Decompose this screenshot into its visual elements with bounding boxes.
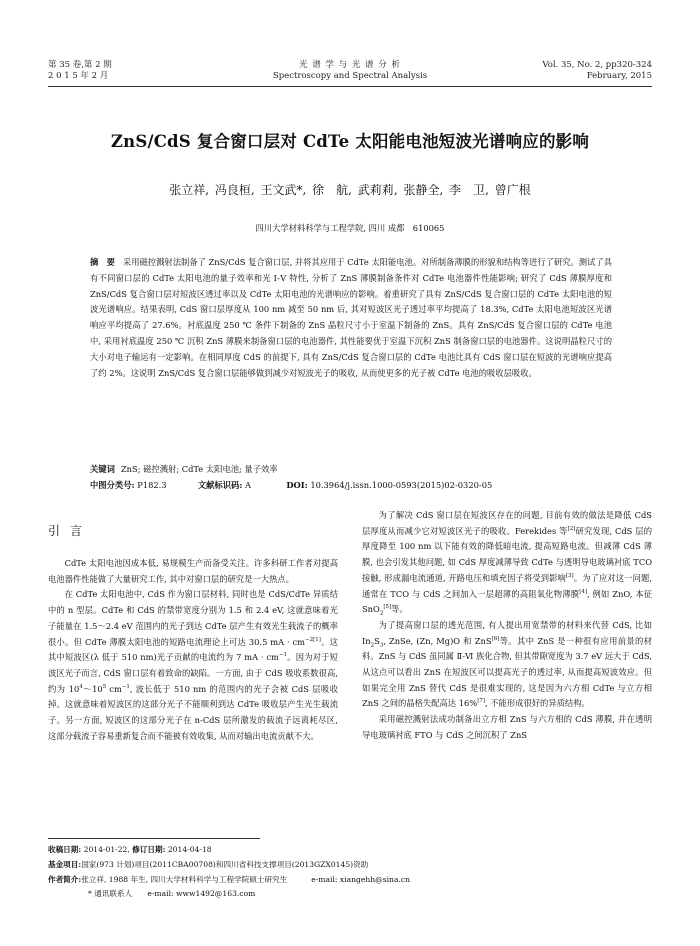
affiliation: 四川大学材料科学与工程学院, 四川 成都 610065 <box>255 223 445 233</box>
abstract <box>90 255 612 381</box>
keywords <box>90 462 612 477</box>
footnote-divider <box>48 838 260 839</box>
doi-value: 10.3964/j.issn.1000-0593(2015)02-0320-05 <box>310 480 493 490</box>
clc-value: P182.3 <box>137 480 167 490</box>
header-divider <box>48 86 652 87</box>
received-dates: 收稿日期: 2014-01-22, 修订日期: 2014-04-18 <box>48 845 212 854</box>
journal-name-en: Spectroscopy and Spectral Analysis <box>272 71 428 81</box>
intro-paragraph-4: 为了提高窗口层的透光范围, 有人提出用宽禁带的材料来代替 CdS, 比如 $In_2S_3$, ZnSe, (Zn, Mg)O 和 ZnS[6]等。其中 ZnS 是一种很有应用前景的材料。ZnS 与 CdS 虽同属 Ⅱ-Ⅵ 族化合物, 但其带隙宽度为 3.7 eV 远大于 CdS, 从这点可以看出 ZnS 在短波区可以提高光子的透过率, 从而提高短波效应。但如果完全用 ZnS 替代 CdS 是很难实现的, 这是因为六方相 CdTe 与立方相 ZnS 之间的晶格失配高达 16%[7], 不能形成很好的异质结构。 <box>362 619 652 709</box>
author-email: e-mail: xiangehh@sina.cn <box>311 874 411 884</box>
doc-code-value: A <box>245 480 252 490</box>
clc-label: 中图分类号: <box>90 480 135 490</box>
author-list: 张立祥, 冯良桓, 王文武*, 徐 航, 武莉莉, 张静全, 李 卫, 曾广根 <box>169 183 531 197</box>
month-year: February, 2015 <box>586 71 652 81</box>
intro-paragraph-1: CdTe 太阳电池因成本低, 易规模生产而备受关注。许多科研工作者对提高电池器件性能做了大量研究工作, 其中对窗口层的研究是一大热点。 <box>48 558 338 584</box>
doi-label: DOI: <box>286 480 308 490</box>
keywords-label: 关键词 <box>90 464 115 474</box>
journal-name-cn: 光 谱 学 与 光 谱 分 析 <box>299 60 401 70</box>
journal-volume-en <box>542 60 652 82</box>
right-column <box>362 508 652 744</box>
paper-title: ZnS/CdS 复合窗口层对 CdTe 太阳能电池短波光谱响应的影响 <box>110 132 590 151</box>
intro-paragraph-5: 采用磁控溅射法成功制备出立方相 ZnS 与六方相的 CdS 薄膜, 并在透明导电玻璃衬底 FTO 与 CdS 之间沉积了 ZnS <box>362 714 652 740</box>
abstract-text: 采用磁控溅射法制备了 ZnS/CdS 复合窗口层, 并将其应用于 CdTe 太阳能电池。对所制备薄膜的形貌和结构等进行了研究。测试了具有不同窗口层的 CdTe 太阳电池的量子效率和光 Ⅰ-Ⅴ 特性, 分析了 ZnS 薄膜制备条件对 CdTe 电池器件性能影响; 研究了 CdS 薄膜厚度和 ZnS/CdS 复合窗口层对短波区透过率以及 CdTe 太阳电池的光谱响应的影响。着重研究了具有 ZnS/CdS 复合窗口层的 CdTe 太阳电池的短波光谱响应。结果表明, CdS 窗口层厚度从 100 nm 减至 50 nm 后, 其对短波区光子透过率平均提高了 18.3%, CdTe 太阳电池短波区光谱响应平均提高了 27.6%。衬底温度 250 ℃ 条件下制备的 ZnS 晶粒尺寸小于室温下制备的 ZnS。具有 ZnS/CdS 复合窗口层的 CdTe 电池中, 采用衬底温度 250 ℃ 沉积 ZnS 薄膜来制备窗口层的电池器件, 其性能要优于室温下沉积 ZnS 制备窗口层的电池器件。这说明晶粒尺寸的大小对电子输运有一定影响。在相同厚度 CdS 的前提下, 具有 ZnS/CdS 复合窗口层的 CdTe 电池比具有 CdS 窗口层在短波的光谱响应提高了约 2%。这说明 ZnS/CdS 复合窗口层能够做到减少对短波光子的吸收, 从而使更多的光子被 CdTe 电池的吸收层吸收。 <box>90 257 612 378</box>
issue-date: 2 0 1 5 年 2 月 <box>48 71 109 81</box>
section-heading-intro: 引言 <box>48 524 93 538</box>
classification-line <box>90 478 650 493</box>
abstract-label: 摘 要 <box>90 257 115 267</box>
intro-paragraph-2: 在 CdTe 太阳电池中, CdS 作为窗口层材料, 同时也是 CdS/CdTe 异质结中的 n 型层。CdTe 和 CdS 的禁带宽度分别为 1.5 和 2.4 eV, 这就意味着光子能量在 1.5～2.4 eV 范围内的光子到达 CdTe 层产生有效光生载流子的概率很小。但 CdTe 薄膜太阳电池的短路电流理论上可达 30.5 mA · $cm^{-2[1]}$。这其中短波区(λ 低于 510 nm)光子贡献的电流约为 7 mA · $cm^{-1}$。因为对于短波区光子而言, CdS 窗口层有着致命的缺陷。一方面, 由于 CdS 吸收系数很高, 约为 $10^4\sim 10^5$ $cm^{-1}$, 波长低于 510 nm 的范围内的光子会被 CdS 层吸收掉。这就意味着短波区的这部分光子不能顺利到达 CdTe 吸收层产生光生载流子。另一方面, 短波区的这部分光子在 n-CdS 层所激发的载流子远离耗尽区, 这部分载流子容易重新复合而不能被有效收集, 从而对输出电流贡献不大。 <box>48 589 339 741</box>
footnotes <box>48 843 658 902</box>
fund-info: 基金项目:国家(973 计划)项目(2011CBA00708)和四川省科技支撑项目(2013GZX0145)资助 <box>48 859 369 869</box>
left-column <box>48 556 338 744</box>
corresponding-author: * 通讯联系人 e-mail: www1492@163.com <box>88 889 256 899</box>
doc-code-label: 文献标识码: <box>197 480 243 490</box>
volume-pages: Vol. 35, No. 2, pp320-324 <box>542 60 652 70</box>
volume-issue: 第 35 卷,第 2 期 <box>48 60 112 70</box>
intro-paragraph-3: 为了解决 CdS 窗口层在短波区存在的问题, 目前有效的做法是降低 CdS 层厚度从而减少它对短波区光子的吸收。Ferekides 等[2]研究发现, CdS 层的厚度降至 100 nm 以下能有效的降低暗电流, 提高短路电流。但减薄 CdS 薄膜, 也会引发其他问题, 如 CdS 厚度减薄导致 CdTe 与透明导电玻璃衬底 TCO 接触, 形成漏电流通道, 开路电压和填充因子将受到影响[3]。为了应对这一问题, 通常在 TCO 与 CdS 之间加入一层超薄的高阻氧化物薄膜[4], 例如 ZnO, 本征 SnO$_2$[5]等。 <box>362 510 652 617</box>
author-bio: 作者简介:张立祥, 1988 年生, 四川大学材料科学与工程学院硕士研究生 e-mail: xiangehh@sina.cn <box>48 874 411 884</box>
keywords-text: ZnS; 磁控溅射; CdTe 太阳电池; 量子效率 <box>120 464 278 474</box>
